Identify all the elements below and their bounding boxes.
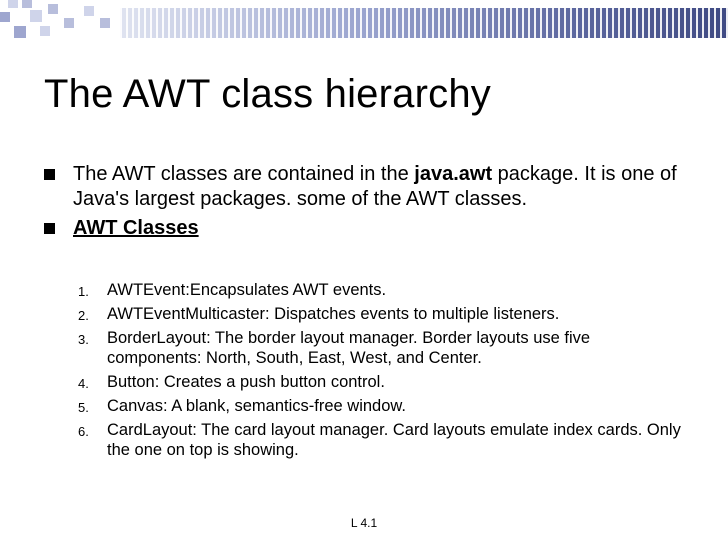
decor-square [48, 4, 58, 14]
list-item [78, 420, 688, 460]
bullet-item-awt-classes [44, 216, 684, 241]
awt-classes-heading: AWT Classes [73, 217, 199, 239]
item-number: 5. [78, 400, 89, 415]
item-number: 4. [78, 376, 89, 391]
item-text: AWTEventMulticaster: Dispatches events to multiple listeners. [107, 305, 560, 323]
item-number: 1. [78, 284, 89, 299]
bullet-text-end: package. It is one of Java's largest packages. some of the AWT classes. [73, 163, 677, 210]
item-text: BorderLayout: The border layout manager. Border layouts use five components: North, South, East, West, and Center. [107, 329, 591, 367]
item-number: 6. [78, 424, 89, 439]
decor-square [0, 12, 10, 22]
decor-square [8, 0, 18, 8]
decor-square [14, 26, 26, 38]
list-item [78, 396, 688, 416]
item-number: 2. [78, 308, 89, 323]
bullet-list [44, 162, 684, 245]
header-gradient [120, 8, 728, 38]
numbered-list [78, 280, 688, 464]
decor-square [22, 0, 32, 8]
bullet-text-start: The AWT classes are contained in the [73, 163, 415, 185]
list-item [78, 280, 688, 300]
square-bullet-icon [44, 223, 55, 234]
square-bullet-icon [44, 169, 55, 180]
decor-square [84, 6, 94, 16]
list-item [78, 304, 688, 324]
item-number: 3. [78, 332, 89, 347]
item-text: Button: Creates a push button control. [107, 373, 385, 391]
decor-square [40, 26, 50, 36]
slide-title: The AWT class hierarchy [44, 72, 491, 116]
bullet-item [44, 162, 684, 212]
decor-square [100, 18, 110, 28]
slide-footer: L 4.1 [350, 516, 378, 530]
item-text: CardLayout: The card layout manager. Card layouts emulate index cards. Only the one on top is showing. [107, 421, 681, 459]
decorative-header-band [0, 0, 728, 52]
list-item [78, 328, 688, 368]
item-text: AWTEvent:Encapsulates AWT events. [107, 281, 387, 299]
item-text: Canvas: A blank, semantics-free window. [107, 397, 406, 415]
list-item [78, 372, 688, 392]
decor-square [30, 10, 42, 22]
decor-square [64, 18, 74, 28]
bullet-package-name: java.awt [414, 163, 493, 185]
